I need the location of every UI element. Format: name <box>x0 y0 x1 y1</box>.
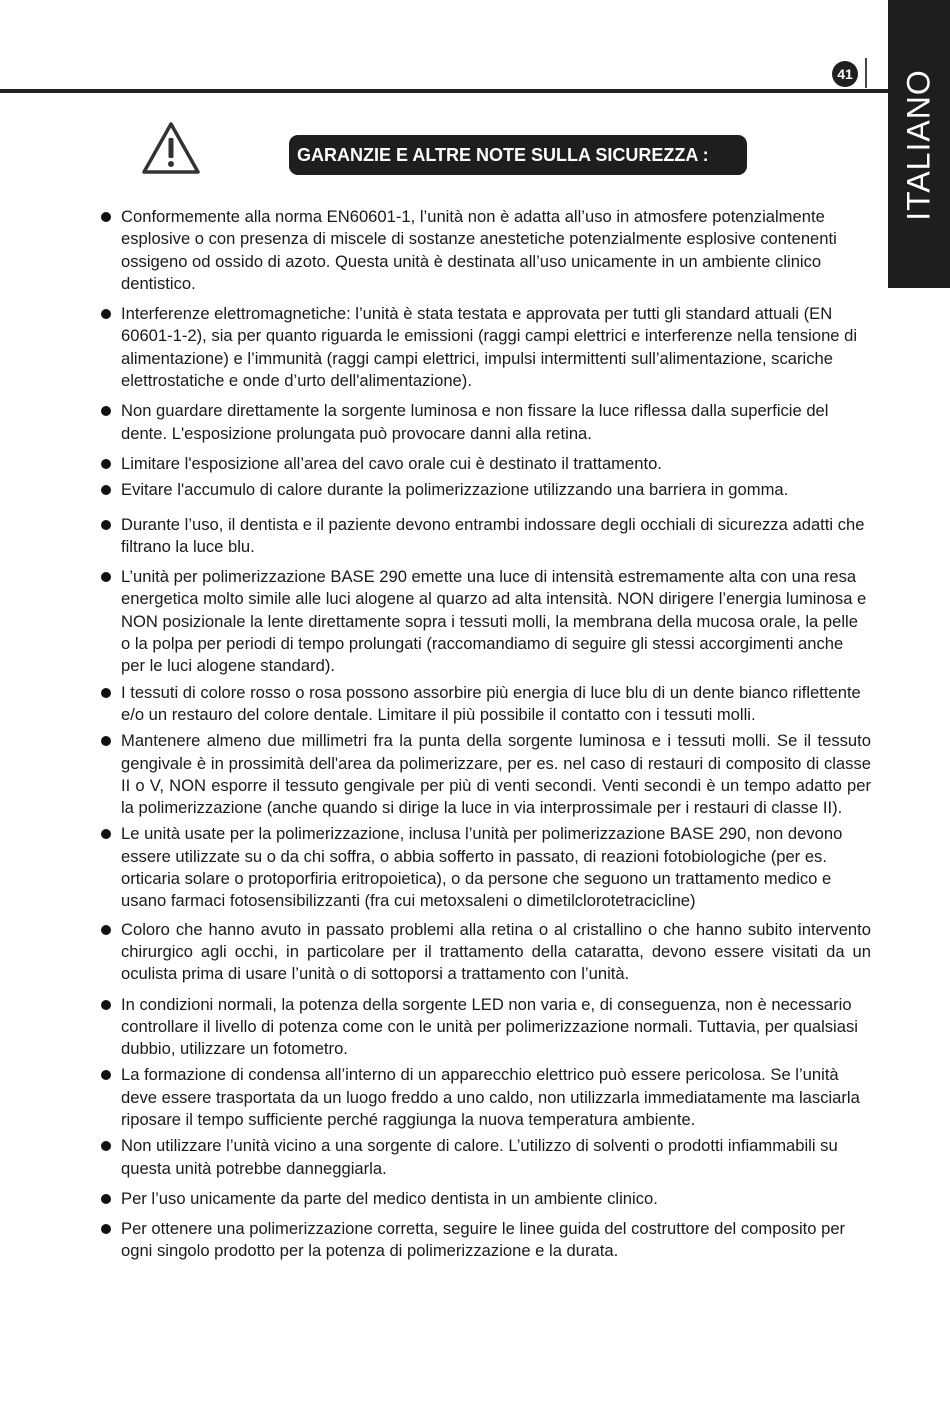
language-tab <box>888 0 950 288</box>
list-item-text: Per ottenere una polimerizzazione corretta, seguire le linee guida del costruttore del composito per ogni singolo prodotto per la potenza di polimerizzazione e la durata. <box>121 1219 846 1261</box>
bullet-icon <box>101 1224 111 1234</box>
list-item <box>99 823 871 912</box>
list-item-text: I tessuti di colore rosso o rosa possono assorbire più energia di luce blu di un dente bianco riflettente e/o un restauro del colore dentale. Limitare il più possibile il contatto con i tessuti molli. <box>121 682 861 724</box>
list-item <box>99 400 871 445</box>
list-item <box>99 1135 871 1180</box>
list-item <box>99 919 871 986</box>
section-title: GARANZIE E ALTRE NOTE SULLA SICUREZZA : <box>289 135 747 175</box>
bullet-icon <box>101 1141 111 1151</box>
bullet-icon <box>101 1194 111 1204</box>
bullet-icon <box>101 736 111 746</box>
list-item <box>99 730 871 819</box>
list-item-text: Evitare l'accumulo di calore durante la polimerizzazione utilizzando una barriera in gomma. <box>121 480 789 500</box>
list-item <box>99 303 871 392</box>
list-item <box>99 682 871 727</box>
list-item <box>99 514 871 559</box>
language-tab-label: ITALIANO <box>900 69 937 221</box>
list-item <box>99 1064 871 1131</box>
list-item <box>99 1218 871 1263</box>
list-item-text: Durante l’uso, il dentista e il paziente devono entrambi indossare degli occhiali di sicurezza adatti che filtrano la luce blu. <box>121 514 865 556</box>
page-number-badge: 41 <box>832 61 858 87</box>
safety-notes-list <box>99 206 871 1271</box>
list-item-text: In condizioni normali, la potenza della sorgente LED non varia e, di conseguenza, non è necessario controllare il livello di potenza come con le unità per polimerizzazione normali. Tuttavia, per qualsiasi dubbio, utilizzare un fotometro. <box>121 994 858 1059</box>
list-item-text: Non utilizzare l’unità vicino a una sorgente di calore. L’utilizzo di solventi o prodotti infiammabili su questa unità potrebbe danneggiarla. <box>121 1136 838 1178</box>
list-item-text: Le unità usate per la polimerizzazione, inclusa l’unità per polimerizzazione BASE 290, non devono essere utilizzate su o da chi soffra, o abbia sofferto in passato, di reazioni fotobiologiche (per es. orticaria solare o protoporfiria eritropoietica), o da persone che seguono un trattamento medico e usano farmaci fotosensibilizzanti (fra cui metoxsaleni o dimetilclorotetracicline) <box>121 824 843 911</box>
list-item <box>99 994 871 1061</box>
list-item-text: Mantenere almeno due millimetri fra la punta della sorgente luminosa e i tessuti molli. Se il tessuto gengivale è in prossimità dell'area da polimerizzare, per es. nel caso di restauri di composito di classe II o V, NON esporre il tessuto gengivale per più di venti secondi. Venti secondi è un tempo adatto per la polimerizzazione (anche quando si dirige la luce in via interprossimale per i restauri di classe II). <box>121 731 871 818</box>
bullet-icon <box>101 1000 111 1010</box>
list-item-text: Non guardare direttamente la sorgente luminosa e non fissare la luce riflessa dalla superficie del dente. L'esposizione prolungata può provocare danni alla retina. <box>121 401 829 443</box>
bullet-icon <box>101 309 111 319</box>
list-item <box>99 206 871 295</box>
bullet-icon <box>101 212 111 222</box>
bullet-icon <box>101 485 111 495</box>
list-item <box>99 479 871 501</box>
page-number-divider <box>865 58 867 88</box>
list-item-text: Conformemente alla norma EN60601-1, l’unità non è adatta all’uso in atmosfere potenzialmente esplosive o con presenza di miscele di sostanze anestetiche potenzialmente esplosive contenenti ossigeno od ossido di azoto. Questa unità è destinata all’uso unicamente in un ambiente clinico dentistico. <box>121 207 837 293</box>
list-item-text: Coloro che hanno avuto in passato problemi alla retina o al cristallino o che hanno subito intervento chirurgico agli occhi, in particolare per il trattamento della cataratta, devono essere visitati da un oculista prima di usare l’unità o di sottoporsi a trattamento con l’unità. <box>121 919 871 984</box>
bullet-icon <box>101 925 111 935</box>
bullet-icon <box>101 406 111 416</box>
bullet-icon <box>101 688 111 698</box>
list-item <box>99 1188 871 1210</box>
warning-triangle-icon <box>140 120 202 178</box>
bullet-icon <box>101 829 111 839</box>
list-item-text: Per l’uso unicamente da parte del medico dentista in un ambiente clinico. <box>121 1188 658 1208</box>
list-item-text: L’unità per polimerizzazione BASE 290 emette una luce di intensità estremamente alta con una resa energetica molto simile alle luci alogene al quarzo ad alta intensità. NON dirigere l’energia luminosa e NON posizionale la lente direttamente sopra i tessuti molli, la membrana della mucosa orale, la pelle o la polpa per periodi di tempo prolungati (raccomandiamo di seguire gli stessi accorgimenti anche per le luci alogene standard). <box>121 567 867 676</box>
bullet-icon <box>101 520 111 530</box>
list-item-text: La formazione di condensa all’interno di un apparecchio elettrico può essere pericolosa. Se l’unità deve essere trasportata da un luogo freddo a uno caldo, non utilizzarla immediatamente ma lasciarla riposare il tempo sufficiente perché raggiunga la nuova temperatura ambiente. <box>121 1065 860 1129</box>
list-item <box>99 453 871 475</box>
bullet-icon <box>101 1070 111 1080</box>
bullet-icon <box>101 572 111 582</box>
header-rule <box>0 89 888 93</box>
list-item-text: Limitare l'esposizione all’area del cavo orale cui è destinato il trattamento. <box>121 453 662 473</box>
bullet-icon <box>101 459 111 469</box>
list-item-text: Interferenze elettromagnetiche: l’unità è stata testata e approvata per tutti gli standard attuali (EN 60601-1-2), sia per quanto riguarda le emissioni (raggi campi elettrici e interferenze nella tensione di alimentazione) e l’immunità (raggi campi elettrici, impulsi intermittenti sull’alimentazione, scariche elettrostatiche e onde d’urto dell'alimentazione). <box>121 304 858 391</box>
list-item <box>99 566 871 677</box>
